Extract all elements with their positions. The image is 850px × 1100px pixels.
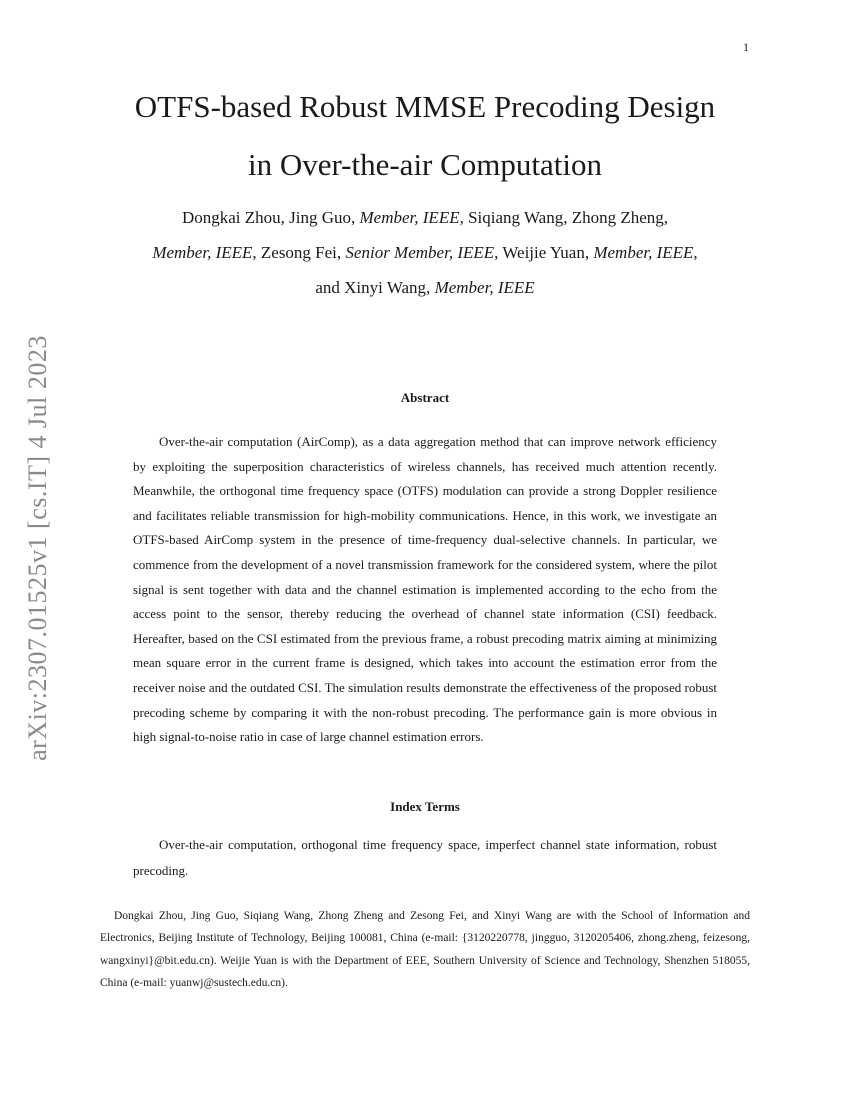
authors-line-3: and Xinyi Wang, Member, IEEE [315,278,535,297]
title-line-1: OTFS-based Robust MMSE Precoding Design [134,89,716,124]
author-list [60,200,790,305]
index-terms-heading: Index Terms [390,799,460,814]
abstract-text: Over-the-air computation (AirComp), as a data aggregation method that can improve network efficiency by exploiting the superposition characteristics of wireless channels, has received much attention recently. Meanwhile, the orthogonal time frequency space (OTFS) modulation can provide a strong Doppler resilience and facilitates reliable transmission for high-mobility communications. Hence, in this work, we investigate an OTFS-based AirComp system in the presence of time-frequency dual-selective channels. In particular, we commence from the development of a novel transmission framework for the considered system, where the pilot signal is sent together with data and the channel estimation is implemented according to the echo from the access point to the sensor, thereby reducing the overhead of channel state information (CSI) feedback. Hereafter, based on the CSI estimated from the previous frame, a robust precoding matrix aiming at minimizing mean square error in the current frame is designed, which takes into account the estimation error from the receiver noise and the outdated CSI. The simulation results demonstrate the effectiveness of the proposed robust precoding scheme by comparing it with the non-robust precoding. The performance gain is more obvious in high signal-to-noise ratio in case of large channel estimation errors. [133,434,717,745]
affiliation-footnote: Dongkai Zhou, Jing Guo, Siqiang Wang, Zhong Zheng and Zesong Fei, and Xinyi Wang are with the School of Information and Electronics, Beijing Institute of Technology, Beijing 100081, China (e-mail: {3120220778, jingguo, 3120205406, zhong.zheng, feizesong, wangxinyi}@bit.edu.cn). Weijie Yuan is with the Department of EEE, Southern University of Science and Technology, Shenzhen 518055, China (e-mail: yuanwj@sustech.edu.cn). [100,910,750,990]
membership-grade: Member, IEEE [359,208,460,227]
arxiv-identifier-stamp: arXiv:2307.01525v1 [cs.IT] 4 Jul 2023 [23,335,52,761]
membership-grade: Member, IEEE [593,243,694,262]
membership-grade: Member, IEEE [152,243,253,262]
authors-line-2: Member, IEEE, Zesong Fei, Senior Member, IEEE, Weijie Yuan, Member, IEEE, [152,243,698,262]
page-number: 1 [743,40,749,54]
membership-grade: Member, IEEE [434,278,535,297]
index-terms-text: Over-the-air computation, orthogonal time frequency space, imperfect channel state information, robust precoding. [133,837,717,878]
membership-grade: Senior Member, IEEE [345,243,495,262]
paper-title [60,78,790,194]
title-line-2: in Over-the-air Computation [247,147,603,182]
abstract-heading: Abstract [400,390,450,405]
authors-line-1: Dongkai Zhou, Jing Guo, Member, IEEE, Siqiang Wang, Zhong Zheng, [181,208,669,227]
